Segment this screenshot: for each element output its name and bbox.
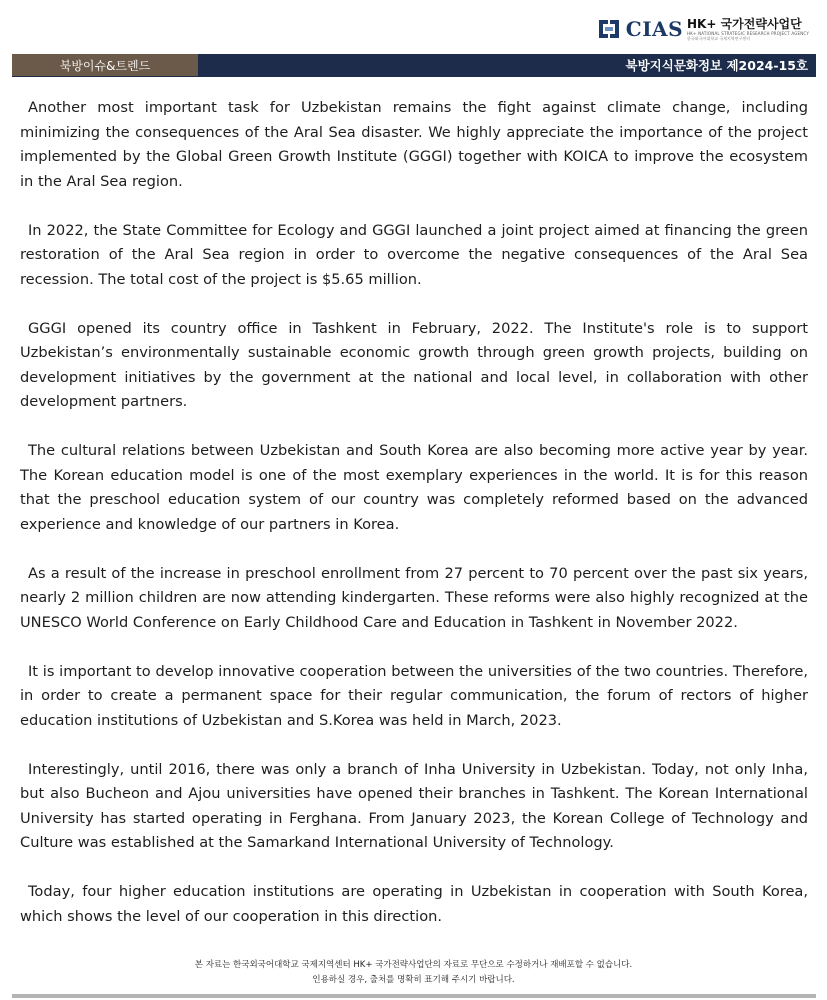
footer-notice: [0, 958, 827, 988]
cias-logo: [596, 14, 809, 44]
paragraph: Today, four higher education institutions are operating in Uzbekistan in cooperation with South Korea, which shows the level of our cooperation in this direction.: [20, 883, 808, 925]
header-bar: [12, 54, 816, 77]
issue-label: 북방지식문화정보 제2024-15호: [198, 54, 816, 76]
logo-text: CIAS: [625, 17, 684, 41]
logo-caption: [687, 17, 809, 41]
paragraph: It is important to develop innovative cooperation between the universities of the two countries. Therefore, in order to create a permanent space for their regular communication, the forum of rectors of higher education institutions of Uzbekistan and S.Korea was held in March, 2023.: [20, 662, 808, 729]
paragraph: GGGI opened its country office in Tashkent in February, 2022. The Institute's role is to support Uzbekistan’s environmentally sustainable economic growth through green growth projects, building on development initiatives by the government at the national and local level, in collaboration with other development partners.: [20, 319, 808, 410]
footer-divider: [12, 994, 816, 998]
paragraph: Interestingly, until 2016, there was only a branch of Inha University in Uzbekistan. Today, not only Inha, but also Bucheon and Ajou universities have opened their branches in Tashkent. The Korean International University has started operating in Ferghana. From January 2023, the Korean College of Technology and Culture was established at the Samarkand International University of Technology.: [20, 760, 808, 851]
logo-english-name: HK+ NATIONAL STRATEGIC RESEARCH PROJECT AGENCY: [687, 31, 809, 36]
logo-korean-subtitle: 한국외국어대학교 국제지역연구센터: [687, 36, 751, 41]
section-label: 북방이슈&트렌드: [12, 54, 198, 76]
logo-korean-name: HK+ 국가전략사업단: [687, 17, 802, 31]
article-body: [20, 96, 808, 929]
footer-line-2: 인용하실 경우, 출처를 명확히 표기해 주시기 바랍니다.: [312, 975, 515, 985]
paragraph: In 2022, the State Committee for Ecology and GGGI launched a joint project aimed at financing the green restoration of the Aral Sea region in order to overcome the negative consequences of the Aral Sea recession. The total cost of the project is $5.65 million.: [20, 221, 808, 288]
footer-line-1: 본 자료는 한국외국어대학교 국제지역센터 HK+ 국가전략사업단의 자료로 무단으로 수정하거나 재배포할 수 없습니다.: [194, 960, 633, 970]
paragraph: The cultural relations between Uzbekistan and South Korea are also becoming more active year by year. The Korean education model is one of the most exemplary experiences in the world. It is for this reason that the preschool education system of our country was completely reformed based on the advanced experience and knowledge of our partners in Korea.: [20, 442, 808, 533]
paragraph: Another most important task for Uzbekistan remains the fight against climate change, including minimizing the consequences of the Aral Sea disaster. We highly appreciate the importance of the project implemented by the Global Green Growth Institute (GGGI) together with KOICA to improve the ecosystem in the Aral Sea region.: [20, 99, 808, 190]
paragraph: As a result of the increase in preschool enrollment from 27 percent to 70 percent over the past six years, nearly 2 million children are now attending kindergarten. These reforms were also highly recognized at the UNESCO World Conference on Early Childhood Care and Education in Tashkent in November 2022.: [20, 564, 808, 631]
cias-logo-icon: [596, 16, 622, 42]
